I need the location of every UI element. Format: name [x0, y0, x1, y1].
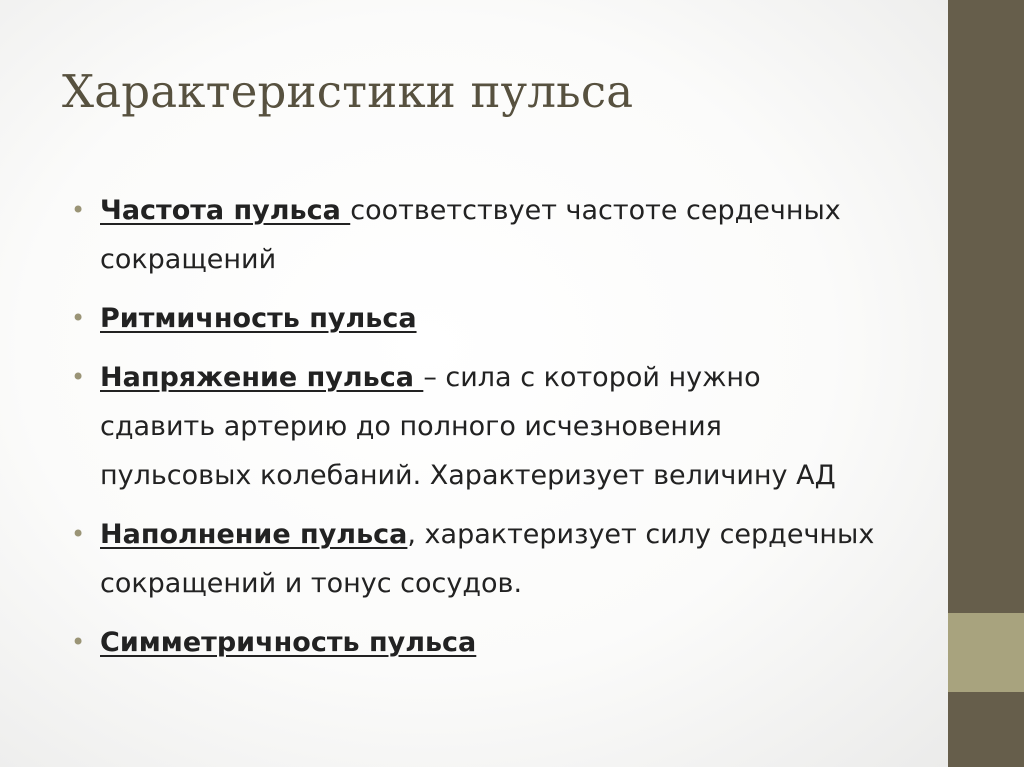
bullet-term: Наполнение пульса [100, 519, 408, 550]
bullet-dot-icon: • [71, 520, 86, 548]
bullet-list [71, 186, 880, 677]
slide-title: Характеристики пульса [62, 65, 634, 118]
bullet-item-symmetry [71, 618, 880, 667]
bullet-dot-icon: • [71, 628, 86, 656]
bullet-dot-icon: • [71, 196, 86, 224]
bullet-text: , характеризует силу сердечных сокращений и тонус сосудов. [100, 519, 875, 599]
bullet-text: соответствует частоте сердечных сокращений [100, 195, 841, 275]
bullet-item-rate [71, 186, 880, 284]
bullet-dot-icon: • [71, 304, 86, 332]
bullet-term: Напряжение пульса [100, 362, 424, 393]
bullet-item-tension [71, 353, 880, 500]
bullet-dot-icon: • [71, 363, 86, 391]
bullet-term: Частота пульса [100, 195, 351, 226]
bullet-term: Ритмичность пульса [100, 303, 417, 334]
decor-band-accent [948, 613, 1024, 692]
bullet-item-rhythm [71, 294, 880, 343]
decor-band-bottom [948, 692, 1024, 767]
bullet-item-filling [71, 510, 880, 608]
decor-band-top [948, 0, 1024, 613]
bullet-text: – сила с которой нужно сдавить артерию до полного исчезновения пульсовых колебаний. Характеризует величину АД [100, 362, 836, 491]
bullet-term: Симметричность пульса [100, 627, 477, 658]
